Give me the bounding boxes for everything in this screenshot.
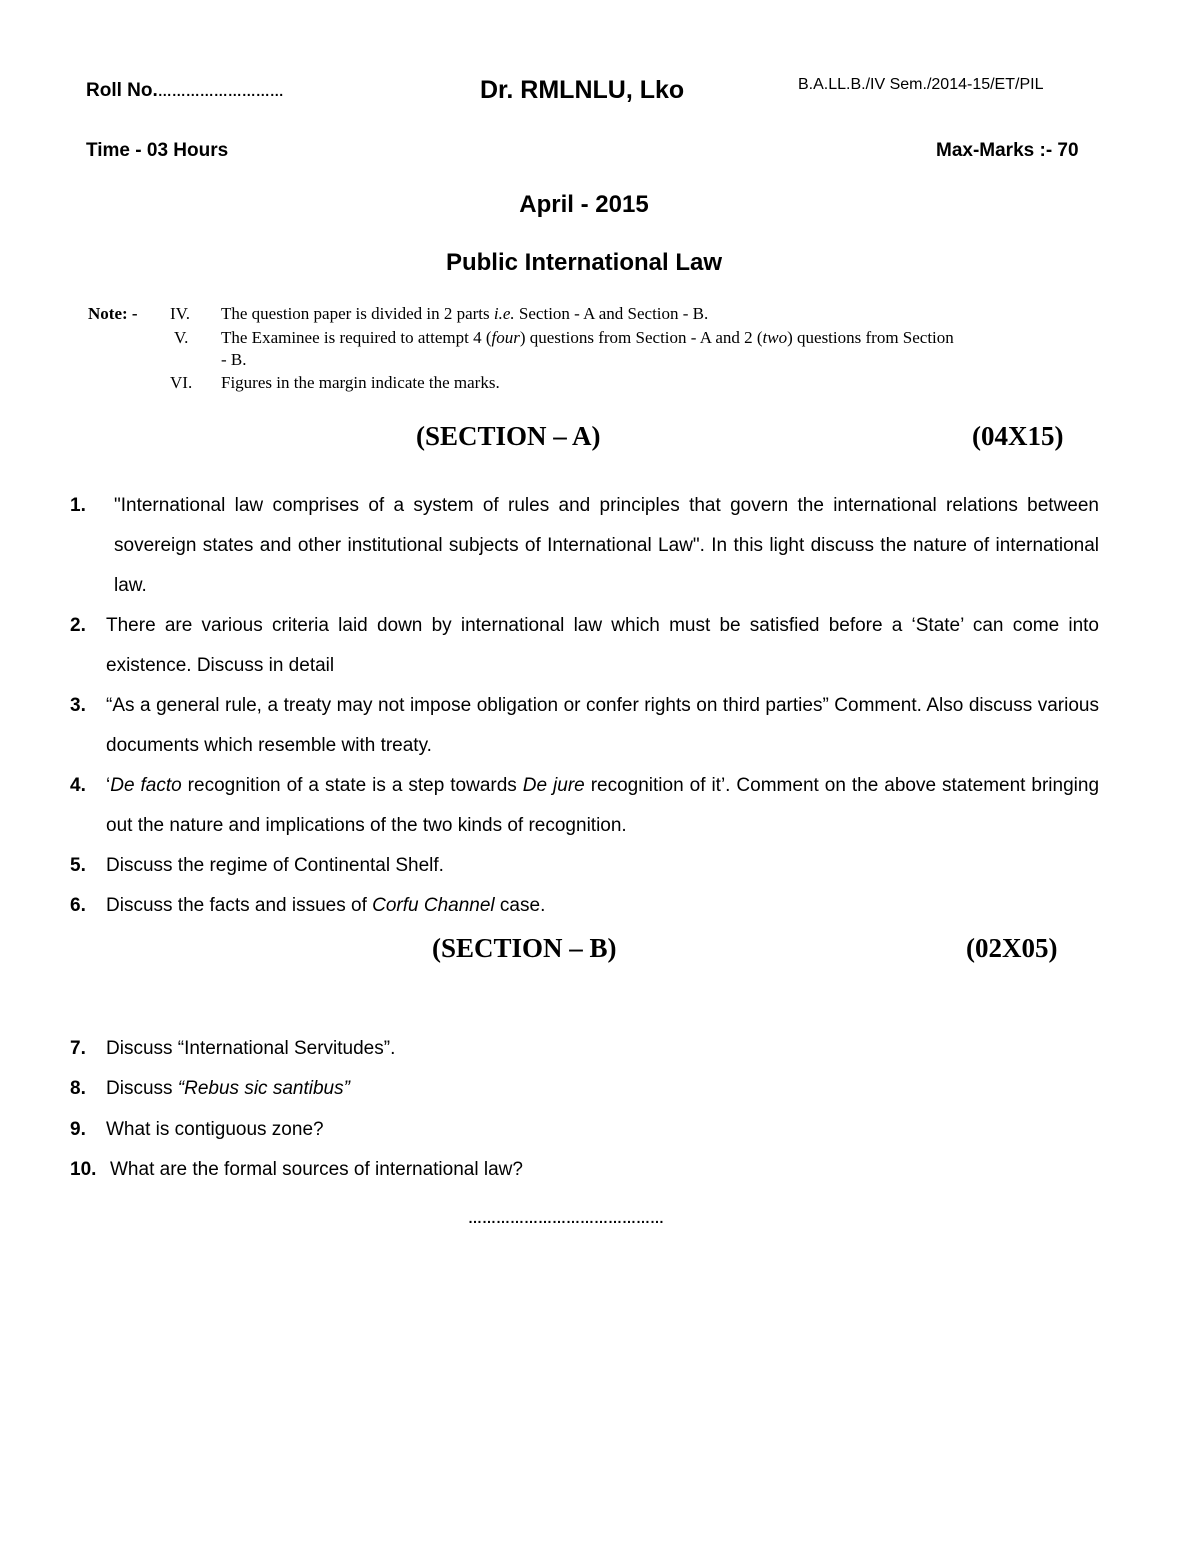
roll-number-field bbox=[86, 80, 284, 102]
question-text: What are the formal sources of international law? bbox=[110, 1159, 523, 1180]
note-item-text: The Examinee is required to attempt 4 (four) questions from Section - A and 2 (two) questions from Section bbox=[221, 328, 954, 347]
note-label: Note: - bbox=[88, 304, 138, 323]
question-text: What is contiguous zone? bbox=[106, 1119, 324, 1140]
question-text: “As a general rule, a treaty may not impose obligation or confer rights on third parties” Comment. Also discuss various documents which resemble with treaty. bbox=[106, 695, 1099, 756]
question-text: Discuss “Rebus sic santibus” bbox=[106, 1078, 350, 1099]
question-number: 9. bbox=[70, 1119, 86, 1140]
roll-number-label: Roll No. bbox=[86, 80, 158, 101]
question-text: "International law comprises of a system of rules and principles that govern the international relations between sovereign states and other institutional subjects of International Law". In this light discuss the nature of international law. bbox=[114, 495, 1099, 596]
question-number: 4. bbox=[70, 775, 86, 796]
question-number: 1. bbox=[70, 495, 86, 516]
question-number: 7. bbox=[70, 1038, 86, 1059]
note-item-numeral: V. bbox=[174, 328, 189, 347]
question-number: 2. bbox=[70, 615, 86, 636]
section-a-marks: (04X15) bbox=[972, 421, 1064, 451]
question-text: Discuss the facts and issues of Corfu Channel case. bbox=[106, 895, 546, 916]
note-item-text-continued: - B. bbox=[221, 350, 247, 369]
note-item-numeral: VI. bbox=[170, 373, 193, 392]
section-b-title: (SECTION – B) bbox=[432, 933, 617, 963]
college-name: Dr. RMLNLU, Lko bbox=[480, 76, 685, 104]
question-number: 3. bbox=[70, 695, 86, 716]
subject-title: Public International Law bbox=[445, 249, 723, 276]
note-item-text: Figures in the margin indicate the marks. bbox=[221, 373, 500, 392]
exam-date: April - 2015 bbox=[519, 191, 649, 218]
question-number: 10. bbox=[70, 1159, 97, 1180]
section-a-title: (SECTION – A) bbox=[416, 421, 601, 451]
question-text: There are various criteria laid down by international law which must be satisfied before a ‘State’ can come into existence. Discuss in detail bbox=[106, 615, 1099, 676]
exam-duration: Time - 03 Hours bbox=[86, 140, 229, 161]
question-text: Discuss “International Servitudes”. bbox=[106, 1038, 396, 1059]
question-number: 8. bbox=[70, 1078, 86, 1099]
question-number: 5. bbox=[70, 855, 86, 876]
question-text: Discuss the regime of Continental Shelf. bbox=[106, 855, 444, 876]
end-of-paper-dots: …………………………………… bbox=[468, 1210, 664, 1226]
note-item-text: The question paper is divided in 2 parts i.e. Section - A and Section - B. bbox=[221, 304, 709, 323]
note-item-numeral: IV. bbox=[170, 304, 190, 323]
max-marks: Max-Marks :- 70 bbox=[936, 140, 1079, 161]
question-text: ‘De facto recognition of a state is a step towards De jure recognition of it’. Comment on the above statement bringing out the nature and implications of the two kinds of recognition. bbox=[106, 775, 1100, 836]
question-number: 6. bbox=[70, 895, 86, 916]
paper-code: B.A.LL.B./IV Sem./2014-15/ET/PIL bbox=[798, 76, 1044, 93]
roll-number-blank: ……………………… bbox=[157, 83, 284, 99]
section-b-marks: (02X05) bbox=[966, 933, 1058, 963]
